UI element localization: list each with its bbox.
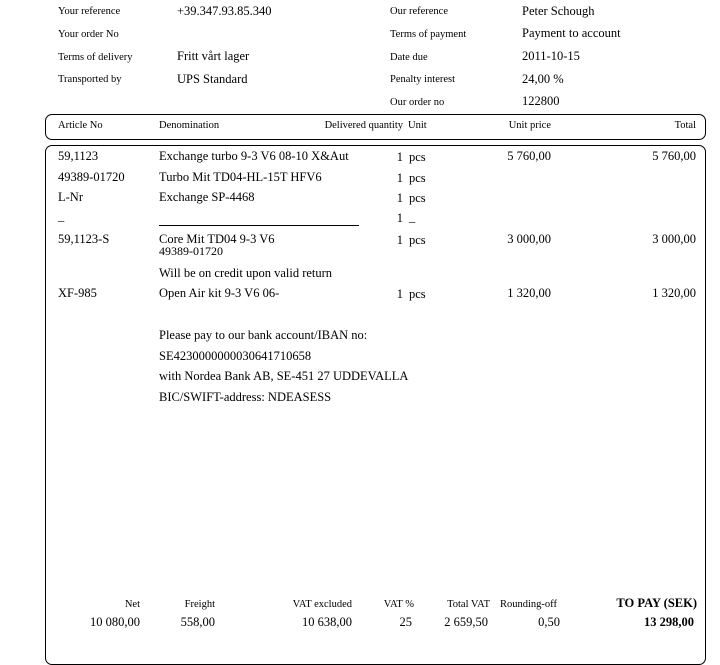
row-denomination: Core Mit TD04 9-3 V6 xyxy=(159,232,275,246)
vat-excluded-value: 10 638,00 xyxy=(302,615,352,629)
bank-info-line: Please pay to our bank account/IBAN no: xyxy=(159,328,368,342)
row-article: _ xyxy=(58,209,65,223)
bank-info-line: SE4230000000030641710658 xyxy=(159,349,312,363)
column-header-unit: Unit xyxy=(408,120,427,131)
row-total: 5 760,00 xyxy=(652,149,696,163)
our-reference-value: Peter Schough xyxy=(522,4,595,18)
row-denomination: Exchange turbo 9-3 V6 08-10 X&Aut xyxy=(159,149,349,163)
row-unit: pcs xyxy=(409,171,426,185)
row-unit-price: 5 760,00 xyxy=(507,149,551,163)
column-header-article: Article No xyxy=(58,120,103,131)
row-qty: 1 xyxy=(396,211,403,225)
row-denomination-line2: 49389-01720 xyxy=(159,244,223,258)
transported-by-value: UPS Standard xyxy=(177,72,248,86)
vat-pct-value: 25 xyxy=(399,615,412,629)
terms-of-payment-value: Payment to account xyxy=(522,26,621,40)
rounding-value: 0,50 xyxy=(538,615,560,629)
row-denomination: Turbo Mit TD04-HL-15T HFV6 xyxy=(159,170,322,184)
row-unit-price: 1 320,00 xyxy=(507,286,551,300)
row-qty: 1 xyxy=(396,233,403,247)
row-unit: pcs xyxy=(409,191,426,205)
column-header-denomination: Denomination xyxy=(159,120,220,131)
transported-by-label: Transported by xyxy=(58,74,122,85)
your-order-no-label: Your order No xyxy=(58,29,119,40)
row-article: 59,1123-S xyxy=(58,232,110,246)
our-order-no-label: Our order no xyxy=(390,97,445,108)
column-header-total: Total xyxy=(674,120,696,131)
to-pay-value: 13 298,00 xyxy=(644,615,694,629)
column-header-delivered: Delivered quantity xyxy=(324,120,403,131)
row-article: 49389-01720 xyxy=(58,170,125,184)
row-total: 1 320,00 xyxy=(652,286,696,300)
row-article: 59,1123 xyxy=(58,149,99,163)
freight-value: 558,00 xyxy=(180,615,215,629)
invoice-body-box xyxy=(45,145,706,665)
penalty-interest-label: Penalty interest xyxy=(390,74,456,85)
terms-of-delivery-label: Terms of delivery xyxy=(58,52,133,63)
row-qty: 1 xyxy=(396,191,403,205)
vat-pct-label: VAT % xyxy=(383,599,414,610)
row-article: XF-985 xyxy=(58,286,97,300)
your-reference-label: Your reference xyxy=(58,6,121,17)
our-order-no-value: 122800 xyxy=(522,94,560,108)
total-vat-value: 2 659,50 xyxy=(444,615,488,629)
date-due-value: 2011-10-15 xyxy=(522,49,580,63)
row-qty: 1 xyxy=(396,287,403,301)
row-unit: pcs xyxy=(409,150,426,164)
net-value: 10 080,00 xyxy=(90,615,140,629)
row-unit: pcs xyxy=(409,233,426,247)
row-total: 3 000,00 xyxy=(652,232,696,246)
column-header-unit-price: Unit price xyxy=(508,120,551,131)
row-denomination: Exchange SP-4468 xyxy=(159,190,255,204)
row-unit: _ xyxy=(409,210,416,224)
row-denomination: Open Air kit 9-3 V6 06- xyxy=(159,286,280,300)
total-vat-label: Total VAT xyxy=(447,599,490,610)
bank-info-line: with Nordea Bank AB, SE-451 27 UDDEVALLA xyxy=(159,369,409,383)
freight-label: Freight xyxy=(184,599,215,610)
vat-excluded-label: VAT excluded xyxy=(292,599,352,610)
row-denomination: Will be on credit upon valid return xyxy=(159,266,333,280)
denomination-blank-line xyxy=(159,225,359,226)
our-reference-label: Our reference xyxy=(390,6,448,17)
penalty-interest-value: 24,00 % xyxy=(522,72,564,86)
bank-info-line: BIC/SWIFT-address: NDEASESS xyxy=(159,390,332,404)
row-qty: 1 xyxy=(396,171,403,185)
net-label: Net xyxy=(124,599,140,610)
your-reference-value: +39.347.93.85.340 xyxy=(177,4,272,18)
terms-of-delivery-value: Fritt vårt lager xyxy=(177,49,250,63)
rounding-label: Rounding-off xyxy=(500,599,557,610)
date-due-label: Date due xyxy=(390,52,428,63)
row-unit-price: 3 000,00 xyxy=(507,232,551,246)
row-qty: 1 xyxy=(396,150,403,164)
terms-of-payment-label: Terms of payment xyxy=(390,29,467,40)
row-article: L-Nr xyxy=(58,190,83,204)
to-pay-label: TO PAY (SEK) xyxy=(616,596,697,610)
row-unit: pcs xyxy=(409,287,426,301)
